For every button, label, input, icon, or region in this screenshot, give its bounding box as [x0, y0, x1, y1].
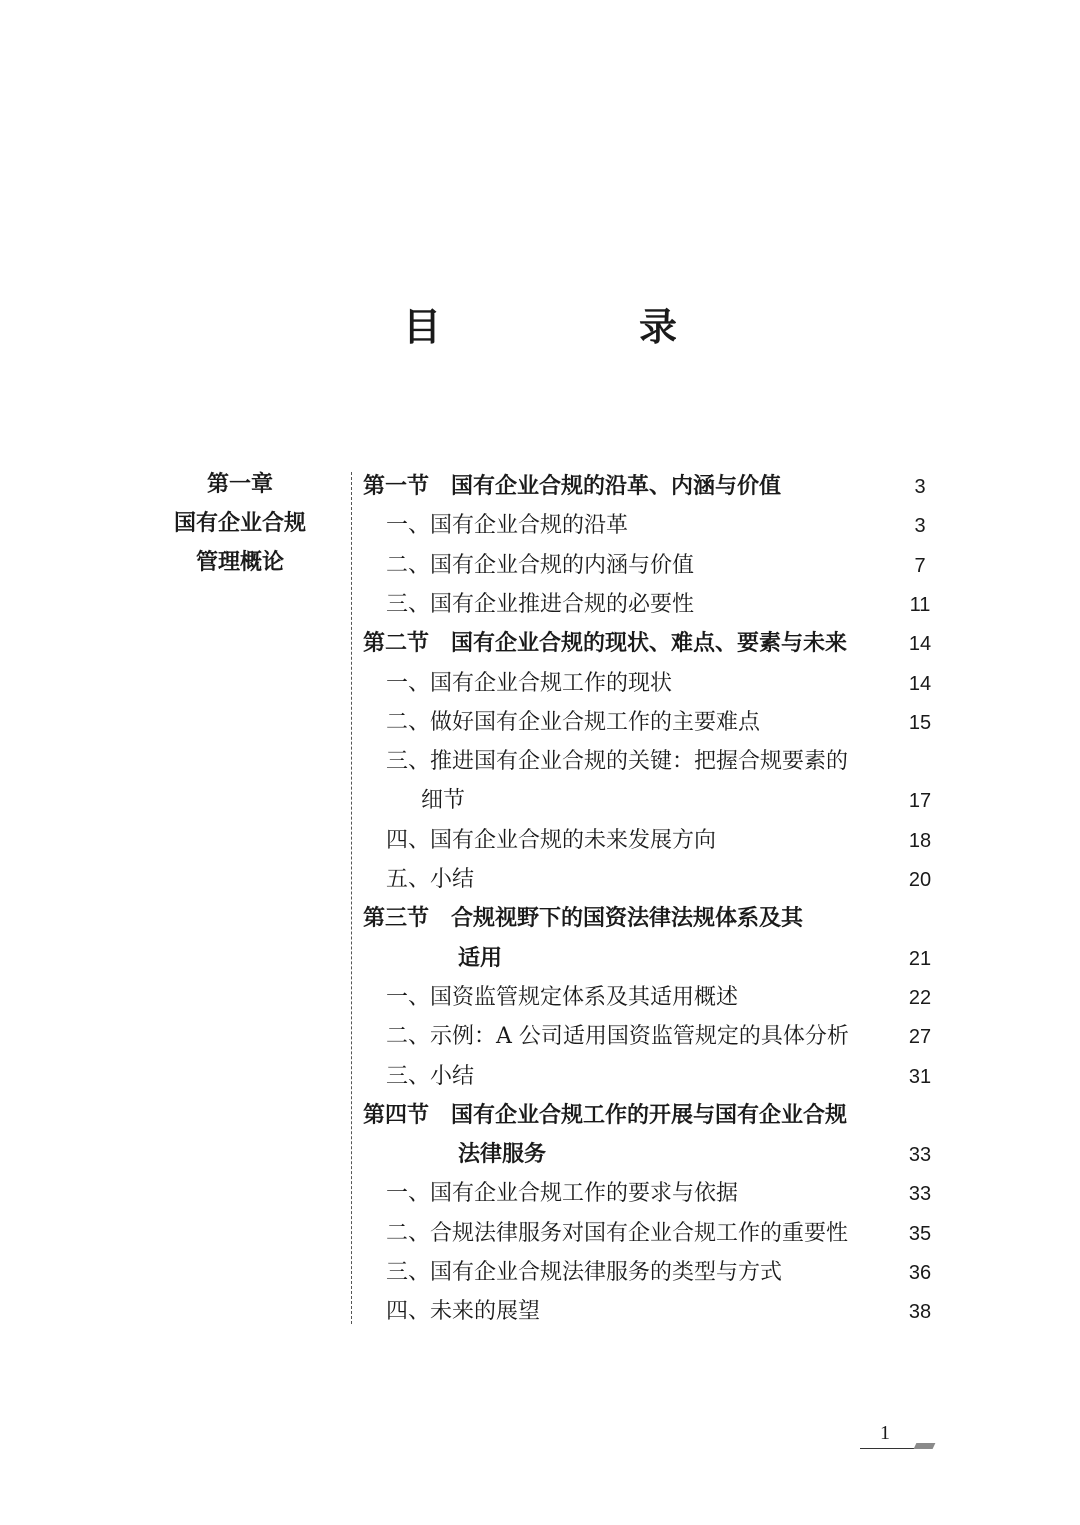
chapter-title-line-1: 国有企业合规 — [173, 511, 306, 536]
toc-entry-title: 第三节 合规视野下的国资法律法规体系及其 — [363, 906, 804, 932]
toc-page-number: 22 — [908, 986, 932, 1009]
toc-entry-title: 四、未来的展望 — [386, 1299, 541, 1325]
toc-entry-title: 二、合规法律服务对国有企业合规工作的重要性 — [386, 1220, 849, 1246]
vertical-divider — [351, 472, 352, 1324]
footer-page-number: 1 — [880, 1422, 890, 1444]
toc-entry-title: 法律服务 — [458, 1142, 547, 1168]
toc-page-number: 3 — [914, 476, 926, 498]
toc-page-number: 36 — [908, 1262, 932, 1284]
toc-page-number: 21 — [908, 947, 932, 970]
footer-mark — [914, 1443, 936, 1449]
toc-entry-title: 一、国资监管规定体系及其适用概述 — [386, 984, 739, 1010]
toc-entry-title: 一、国有企业合规工作的要求与依据 — [386, 1181, 739, 1207]
toc-entry-title: 三、国有企业推进合规的必要性 — [386, 591, 695, 617]
toc-page-number: 17 — [908, 790, 932, 813]
toc-entry-title: 二、做好国有企业合规工作的主要难点 — [386, 709, 761, 735]
chapter-heading — [160, 465, 320, 582]
toc-page-number: 31 — [908, 1065, 932, 1088]
toc-entry-title: 一、国有企业合规工作的现状 — [386, 670, 673, 696]
toc-entry-title: 细节 — [421, 788, 466, 814]
toc-page-number: 27 — [908, 1026, 932, 1049]
toc-entry-title: 第四节 国有企业合规工作的开展与国有企业合规 — [363, 1102, 848, 1128]
toc-entry-title: 三、推进国有企业合规的关键：把握合规要素的 — [386, 749, 849, 775]
toc-page-number: 14 — [908, 672, 932, 695]
toc-page-number: 14 — [908, 633, 932, 656]
toc-entry-title: 第二节 国有企业合规的现状、难点、要素与未来 — [363, 631, 848, 657]
toc-page-number: 38 — [908, 1301, 932, 1324]
toc-entry-title: 适用 — [458, 945, 503, 971]
toc-entry-title: 五、小结 — [386, 867, 475, 892]
toc-page-number: 7 — [914, 554, 926, 577]
toc-entry-title: 三、国有企业合规法律服务的类型与方式 — [386, 1260, 783, 1285]
toc-page-number: 3 — [914, 515, 926, 538]
footer-rule — [860, 1448, 915, 1449]
toc-page-number: 35 — [908, 1222, 932, 1245]
toc-entry-title: 二、国有企业合规的内涵与价值 — [386, 552, 695, 578]
toc-entry-title: 一、国有企业合规的沿革 — [386, 513, 629, 539]
toc-entry-title: 三、小结 — [386, 1063, 475, 1089]
page-title: 目 录 — [402, 304, 757, 349]
chapter-title-line-2: 管理概论 — [195, 550, 284, 575]
toc-page-number: 15 — [908, 711, 932, 734]
chapter-label: 第一章 — [206, 472, 273, 497]
toc-page-number: 18 — [908, 829, 932, 852]
toc-entry-title: 二、示例：A 公司适用国资监管规定的具体分析 — [386, 1024, 849, 1050]
toc-entry-title: 四、国有企业合规的未来发展方向 — [386, 827, 717, 853]
toc-page-number: 33 — [908, 1144, 932, 1167]
toc-entry-title: 第一节 国有企业合规的沿革、内涵与价值 — [363, 474, 782, 499]
toc-page-number: 11 — [909, 593, 931, 616]
toc-page-number: 20 — [908, 869, 932, 891]
toc-page-number: 33 — [908, 1183, 932, 1206]
